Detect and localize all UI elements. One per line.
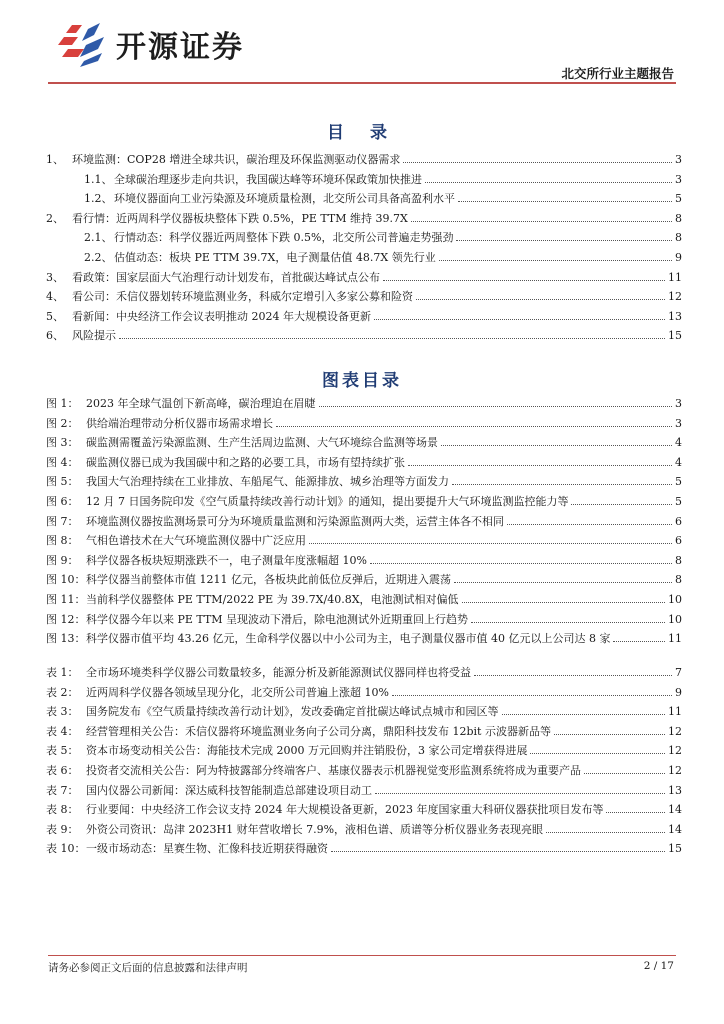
entry-title: 2023 年全球气温创下新高峰，碳治理迫在眉睫 bbox=[86, 397, 316, 410]
figure-toc-title: 图表目录 bbox=[322, 371, 402, 391]
figure-entry[interactable] bbox=[46, 610, 682, 630]
page-header bbox=[0, 0, 724, 88]
table-entry[interactable] bbox=[46, 761, 682, 781]
dot-leader bbox=[452, 484, 672, 485]
entry-title: 行情动态：科学仪器近两周整体下跌 0.5%，北交所公司普遍走势强劲 bbox=[114, 231, 454, 245]
entry-page-number: 7 bbox=[675, 666, 682, 679]
dot-leader bbox=[411, 221, 672, 222]
entry-title: 外资公司资讯：岛津 2023H1 财年营收增长 7.9%，液相色谱、质谱等分析仪器业务表现亮眼 bbox=[86, 822, 544, 836]
table-list bbox=[46, 663, 682, 859]
entry-number: 表 4： bbox=[46, 724, 79, 738]
entry-title: 投资者交流相关公告：阿为特披露部分终端客户、基康仪器表示机器视觉变形监测系统将成为重要产品 bbox=[86, 763, 581, 777]
entry-number: 图 11： bbox=[46, 592, 86, 606]
table-entry[interactable] bbox=[46, 781, 682, 801]
entry-page-number: 14 bbox=[668, 803, 682, 817]
entry-title: 我国大气治理持续在工业排放、车船尾气、能源排放、城乡治理等方面发力 bbox=[86, 475, 449, 489]
entry-title: 资本市场变动相关公告：海能技术完成 2000 万元回购并注销股份，3 家公司定增获得进展 bbox=[86, 744, 528, 758]
dot-leader bbox=[392, 695, 672, 696]
entry-number: 图 5： bbox=[46, 475, 79, 489]
header-divider bbox=[48, 82, 676, 84]
dot-leader bbox=[530, 753, 665, 754]
entry-title: 环境仪器面向工业污染源及环境质量检测，北交所公司具备高盈利水平 bbox=[114, 192, 455, 206]
entry-number: 图 13： bbox=[46, 632, 86, 646]
dot-leader bbox=[403, 162, 672, 163]
dot-leader bbox=[425, 182, 672, 183]
entry-page-number: 11 bbox=[668, 270, 682, 284]
entry-page-number: 8 bbox=[675, 573, 682, 587]
toc-entry[interactable] bbox=[46, 287, 682, 307]
dot-leader bbox=[416, 299, 665, 300]
brand-logo bbox=[58, 20, 278, 68]
entry-title: 风险提示 bbox=[72, 329, 116, 343]
entry-number: 图 2： bbox=[46, 416, 79, 430]
table-entry[interactable] bbox=[46, 800, 682, 820]
dot-leader bbox=[374, 319, 665, 320]
entry-page-number: 3 bbox=[675, 397, 682, 410]
dot-leader bbox=[606, 812, 665, 813]
entry-title: 行业要闻：中央经济工作会议支持 2024 年大规模设备更新，2023 年度国家重大科研仪器获批项目发布等 bbox=[86, 803, 604, 817]
dot-leader bbox=[584, 773, 665, 774]
entry-page-number: 10 bbox=[668, 592, 682, 606]
entry-page-number: 11 bbox=[668, 705, 682, 719]
page-number: 2 / 17 bbox=[643, 960, 674, 972]
figure-entry[interactable] bbox=[46, 570, 682, 590]
dot-leader bbox=[456, 240, 672, 241]
toc-entry[interactable] bbox=[46, 228, 682, 248]
entry-number: 表 10： bbox=[46, 842, 86, 856]
entry-title: 一级市场动态：星赛生物、汇像科技近期获得融资 bbox=[86, 842, 328, 856]
entry-title: 看新闻：中央经济工作会议表明推动 2024 年大规模设备更新 bbox=[72, 309, 371, 323]
dot-leader bbox=[474, 675, 672, 676]
dot-leader bbox=[370, 563, 672, 564]
figure-entry[interactable] bbox=[46, 590, 682, 610]
entry-title: 环境监测仪器按监测场景可分为环境质量监测和污染源监测两大类，运营主体各不相同 bbox=[86, 514, 504, 528]
toc-entry[interactable] bbox=[46, 307, 682, 327]
entry-page-number: 12 bbox=[668, 724, 682, 738]
entry-page-number: 4 bbox=[675, 455, 682, 469]
entry-number: 表 2： bbox=[46, 685, 79, 699]
entry-page-number: 5 bbox=[675, 494, 682, 508]
dot-leader bbox=[319, 406, 673, 407]
dot-leader bbox=[454, 582, 672, 583]
entry-page-number: 14 bbox=[668, 822, 682, 836]
entry-page-number: 12 bbox=[668, 763, 682, 777]
dot-leader bbox=[309, 543, 672, 544]
entry-page-number: 8 bbox=[675, 211, 682, 225]
entry-title: 全球碳治理逐步走向共识，我国碳达峰等环境环保政策加快推进 bbox=[114, 172, 422, 186]
toc-entry[interactable] bbox=[46, 268, 682, 288]
table-entry[interactable] bbox=[46, 722, 682, 742]
dot-leader bbox=[331, 851, 665, 852]
figure-entry[interactable] bbox=[46, 394, 682, 414]
entry-title: 科学仪器今年以来 PE TTM 呈现波动下滑后，除电池测试外近期重回上行趋势 bbox=[86, 612, 469, 626]
entry-title: 看行情：近两周科学仪器板块整体下跌 0.5%，PE TTM 维持 39.7X bbox=[72, 211, 408, 225]
dot-leader bbox=[571, 504, 672, 505]
entry-page-number: 10 bbox=[668, 612, 682, 626]
entry-page-number: 13 bbox=[668, 309, 682, 323]
dot-leader bbox=[471, 622, 665, 623]
entry-number: 表 6： bbox=[46, 763, 79, 777]
entry-number: 表 9： bbox=[46, 822, 79, 836]
entry-number: 图 7： bbox=[46, 514, 79, 528]
entry-page-number: 12 bbox=[668, 290, 682, 304]
entry-page-number: 5 bbox=[675, 192, 682, 206]
dot-leader bbox=[507, 524, 672, 525]
entry-number: 图 8： bbox=[46, 534, 79, 548]
figure-entry[interactable] bbox=[46, 531, 682, 551]
toc-list bbox=[46, 150, 682, 346]
figure-entry[interactable] bbox=[46, 453, 682, 473]
entry-number: 1.1、 bbox=[84, 172, 113, 186]
entry-title: 科学仪器市值平均 43.26 亿元，生命科学仪器以中小公司为主，电子测量仪器市值 40 亿元以上公司达 8 家 bbox=[86, 632, 611, 646]
toc-entry[interactable] bbox=[46, 170, 682, 190]
brand-name: 开源证券 bbox=[116, 30, 244, 65]
table-entry[interactable] bbox=[46, 702, 682, 722]
entry-number: 图 12： bbox=[46, 612, 86, 626]
entry-title: 当前科学仪器整体 PE TTM/2022 PE 为 39.7X/40.8X，电池测试相对偏低 bbox=[86, 592, 459, 606]
entry-page-number: 3 bbox=[675, 172, 682, 186]
entry-number: 图 4： bbox=[46, 455, 79, 469]
figure-entry[interactable] bbox=[46, 472, 682, 492]
dot-leader bbox=[375, 793, 665, 794]
entry-title: 国务院发布《空气质量持续改善行动计划》，发改委确定首批碳达峰试点城市和园区等 bbox=[86, 705, 499, 719]
dot-leader bbox=[554, 734, 665, 735]
dot-leader bbox=[408, 465, 672, 466]
entry-title: 全市场环境类科学仪器公司数量较多，能源分析及新能源测试仪器同样也将受益 bbox=[86, 666, 471, 679]
table-entry[interactable] bbox=[46, 683, 682, 703]
entry-page-number: 15 bbox=[668, 329, 682, 343]
table-entry[interactable] bbox=[46, 741, 682, 761]
entry-page-number: 3 bbox=[675, 153, 682, 166]
figure-entry[interactable] bbox=[46, 629, 682, 649]
entry-page-number: 9 bbox=[675, 685, 682, 699]
entry-number: 2.2、 bbox=[84, 250, 113, 264]
entry-page-number: 9 bbox=[675, 250, 682, 264]
entry-number: 4、 bbox=[46, 290, 64, 304]
entry-title: 碳监测需覆盖污染源监测、生产生活周边监测、大气环境综合监测等场景 bbox=[86, 436, 438, 450]
dot-leader bbox=[502, 714, 666, 715]
entry-title: 近两周科学仪器各领域呈现分化，北交所公司普遍上涨超 10% bbox=[86, 685, 389, 699]
dot-leader bbox=[383, 280, 665, 281]
entry-number: 图 6： bbox=[46, 494, 79, 508]
figure-entry[interactable] bbox=[46, 414, 682, 434]
entry-page-number: 12 bbox=[668, 744, 682, 758]
entry-page-number: 6 bbox=[675, 534, 682, 548]
entry-title: 12 月 7 日国务院印发《空气质量持续改善行动计划》的通知，提出要提升大气环境监测监控能力等 bbox=[86, 494, 569, 508]
footer-disclaimer: 请务必参阅正文后面的信息披露和法律声明 bbox=[48, 962, 248, 974]
entry-page-number: 8 bbox=[675, 553, 682, 567]
entry-page-number: 13 bbox=[668, 783, 682, 797]
figure-list bbox=[46, 394, 682, 649]
toc-entry[interactable] bbox=[46, 326, 682, 346]
entry-title: 供给端治理带动分析仪器市场需求增长 bbox=[86, 416, 273, 430]
entry-title: 科学仪器各板块短期涨跌不一，电子测量年度涨幅超 10% bbox=[86, 553, 367, 567]
dot-leader bbox=[276, 426, 672, 427]
table-entry[interactable] bbox=[46, 820, 682, 840]
dot-leader bbox=[546, 832, 665, 833]
entry-number: 2.1、 bbox=[84, 231, 113, 245]
dot-leader bbox=[458, 201, 672, 202]
entry-page-number: 5 bbox=[675, 475, 682, 489]
entry-title: 碳监测仪器已成为我国碳中和之路的必要工具，市场有望持续扩张 bbox=[86, 455, 405, 469]
entry-title: 经营管理相关公告：禾信仪器将环境监测业务向子公司分离，鼎阳科技发布 12bit 示波器新品等 bbox=[86, 724, 551, 738]
entry-number: 1、 bbox=[46, 153, 64, 166]
entry-number: 6、 bbox=[46, 329, 64, 343]
entry-page-number: 8 bbox=[675, 231, 682, 245]
entry-number: 5、 bbox=[46, 309, 64, 323]
entry-title: 看政策：国家层面大气治理行动计划发布，首批碳达峰试点公布 bbox=[72, 270, 380, 284]
entry-title: 科学仪器当前整体市值 1211 亿元，各板块此前低位反弹后，近期进入震荡 bbox=[86, 573, 451, 587]
entry-page-number: 4 bbox=[675, 436, 682, 450]
dot-leader bbox=[462, 602, 665, 603]
toc-entry[interactable] bbox=[46, 189, 682, 209]
entry-title: 看公司：禾信仪器划转环境监测业务，科威尔定增引入多家公募和险资 bbox=[72, 290, 413, 304]
figure-entry[interactable] bbox=[46, 492, 682, 512]
table-entry[interactable] bbox=[46, 839, 682, 859]
entry-title: 环境监测：COP28 增进全球共识，碳治理及环保监测驱动仪器需求 bbox=[72, 153, 401, 166]
entry-number: 图 3： bbox=[46, 436, 79, 450]
brand-logo-mark-icon bbox=[58, 21, 108, 67]
table-entry[interactable] bbox=[46, 663, 682, 683]
entry-page-number: 6 bbox=[675, 514, 682, 528]
figure-entry[interactable] bbox=[46, 512, 682, 532]
figure-entry[interactable] bbox=[46, 433, 682, 453]
report-type-label: 北交所行业主题报告 bbox=[561, 66, 674, 81]
entry-title: 估值动态：板块 PE TTM 39.7X，电子测量估值 48.7X 领先行业 bbox=[114, 250, 436, 264]
dot-leader bbox=[439, 260, 672, 261]
dot-leader bbox=[119, 338, 665, 339]
entry-number: 表 5： bbox=[46, 744, 79, 758]
entry-number: 表 1： bbox=[46, 666, 79, 679]
entry-page-number: 11 bbox=[668, 632, 682, 646]
entry-number: 1.2、 bbox=[84, 192, 113, 206]
figure-entry[interactable] bbox=[46, 551, 682, 571]
footer-divider bbox=[48, 955, 676, 956]
entry-number: 图 10： bbox=[46, 573, 86, 587]
entry-page-number: 3 bbox=[675, 416, 682, 430]
entry-title: 国内仪器公司新闻：深达威科技智能制造总部建设项目动工 bbox=[86, 783, 372, 797]
entry-title: 气相色谱技术在大气环境监测仪器中广泛应用 bbox=[86, 534, 306, 548]
entry-number: 图 9： bbox=[46, 553, 79, 567]
entry-number: 3、 bbox=[46, 270, 64, 284]
entry-page-number: 15 bbox=[668, 842, 682, 856]
dot-leader bbox=[441, 445, 672, 446]
toc-title: 目 录 bbox=[327, 123, 397, 143]
entry-number: 图 1： bbox=[46, 397, 79, 410]
toc-entry[interactable] bbox=[46, 150, 682, 170]
toc-entry[interactable] bbox=[46, 209, 682, 229]
entry-number: 2、 bbox=[46, 211, 64, 225]
entry-number: 表 7： bbox=[46, 783, 79, 797]
dot-leader bbox=[613, 641, 665, 642]
entry-number: 表 8： bbox=[46, 803, 79, 817]
toc-entry[interactable] bbox=[46, 248, 682, 268]
entry-number: 表 3： bbox=[46, 705, 79, 719]
